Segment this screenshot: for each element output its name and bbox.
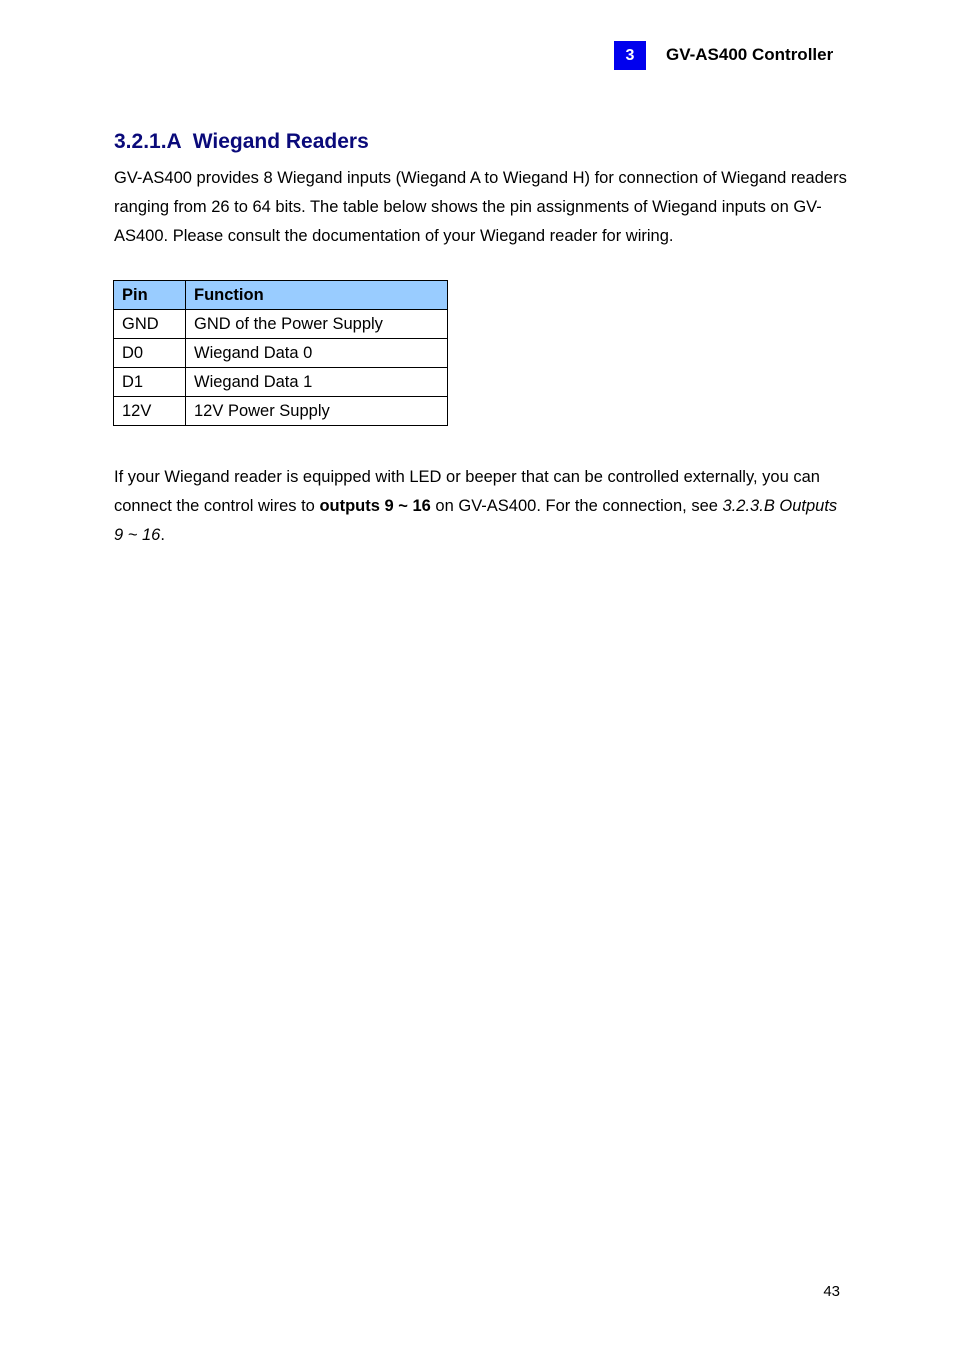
page-number: 43 xyxy=(823,1283,840,1300)
intro-paragraph: GV-AS400 provides 8 Wiegand inputs (Wiegand A to Wiegand H) for connection of Wiegand readers ranging from 26 to 64 bits. The table below shows the pin assignments of Wiegand inputs on GV-AS400. Please consult the documentation of your Wiegand reader for wiring. xyxy=(114,169,847,245)
chapter-title: GV-AS400 Controller xyxy=(666,45,834,64)
table-row xyxy=(114,368,448,397)
pin-cell: 12V xyxy=(114,397,186,426)
section-heading xyxy=(114,129,369,155)
led-paragraph xyxy=(114,463,849,550)
function-cell: GND of the Power Supply xyxy=(186,310,448,339)
table-header-row xyxy=(114,281,448,310)
function-cell: Wiegand Data 0 xyxy=(186,339,448,368)
table-row xyxy=(114,397,448,426)
function-cell: Wiegand Data 1 xyxy=(186,368,448,397)
chapter-number-badge: 3 xyxy=(614,41,646,70)
led-text-part1: If your Wiegand reader is equipped with LED or beeper that can be controlled externally, you can connect the control wires to xyxy=(114,468,820,515)
header-function: Function xyxy=(186,281,448,310)
outputs-section-reference: 3.2.3.B Outputs 9 ~ 16 xyxy=(114,497,838,544)
function-cell: 12V Power Supply xyxy=(186,397,448,426)
led-text-part2: on GV-AS400. For the connection, see xyxy=(430,497,723,515)
section-number: 3.2.1.A xyxy=(114,130,182,153)
led-text-part3: . xyxy=(160,526,165,544)
section-title: Wiegand Readers xyxy=(192,130,369,153)
pin-cell: D0 xyxy=(114,339,186,368)
table-row xyxy=(114,339,448,368)
pin-cell: D1 xyxy=(114,368,186,397)
table-row xyxy=(114,310,448,339)
pin-cell: GND xyxy=(114,310,186,339)
pin-assignment-table xyxy=(113,280,448,426)
outputs-bold-text: outputs 9 ~ 16 xyxy=(319,497,431,515)
header-pin: Pin xyxy=(114,281,186,310)
